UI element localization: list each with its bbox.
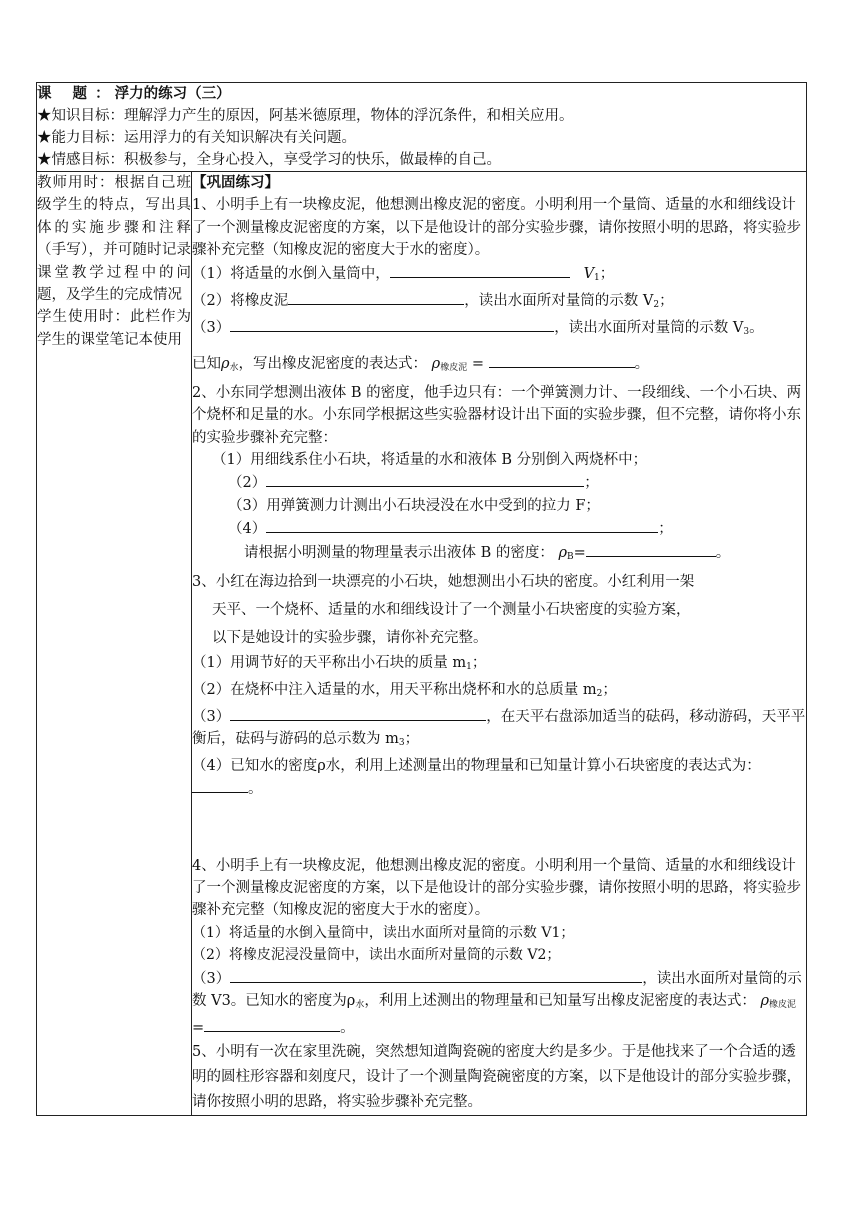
q2-step2-blank[interactable] — [266, 471, 584, 487]
q1-expression: 已知$\rho_水$，写出橡皮泥密度的表达式： $\rho_{橡皮泥}$ = 。 — [192, 350, 806, 382]
q3-intro-2: 天平、一个烧杯、适量的水和细线设计了一个测量小石块密度的实验方案， — [212, 602, 691, 619]
q3-step2: （2）在烧杯中注入适量的水，用天平称出烧杯和水的总质量 $m_2$； — [192, 681, 617, 699]
q2-step1: （1）用细线系住小石块，将适量的水和液体 B 分别倒入两烧杯中； — [212, 452, 648, 469]
lesson-header — [37, 83, 807, 172]
q2-intro: 2、小东同学想测出液体 B 的密度，他手边只有：一个弹簧测力计、一段细线、一个小石块、两个烧杯和足量的水。小东同学根据这些实验器材设计出下面的实验步骤，但不完整，请你将小东的实验步骤补充完整： — [192, 384, 802, 446]
lesson-table — [36, 82, 807, 1116]
q1-intro: 1、小明手上有一块橡皮泥，他想测出橡皮泥的密度。小明利用一个量筒、适量的水和细线设计了一个测量橡皮泥密度的方案，以下是他设计的部分实验步骤，请你按照小明的思路，将实验步骤补充完整（知橡皮泥的密度大于水的密度）。 — [192, 197, 801, 259]
q1-expression-blank[interactable] — [489, 352, 635, 368]
q2-expression: 请根据小明测量的物理量表示出液体 B 的密度： $\rho_B=$ 。 — [192, 541, 806, 568]
student-note: 学生使用时：此栏作为学生的课堂笔记本使用 — [37, 309, 191, 348]
q2-step3: （3）用弹簧测力计测出小石块浸没在水中受到的拉力 F； — [228, 497, 600, 514]
teacher-note: 教师用时：根据自己班级学生的特点，写出具体的实施步骤和注释（手写），并可随时记录课堂教学过程中的问题，及学生的完成情况 — [37, 175, 191, 304]
q3-step4: （4）已知水的密度ρ水，利用上述测量出的物理量和已知量计算小石块密度的表达式为：。 — [192, 757, 761, 798]
q3-step1: （1）用调节好的天平称出小石块的质量 $m_1$； — [192, 655, 487, 673]
q2-expression-blank[interactable] — [586, 541, 716, 557]
exercise-area — [192, 172, 807, 1116]
q3-intro-3: 以下是她设计的实验步骤，请你补充完整。 — [212, 630, 488, 647]
q3-step3-blank[interactable] — [230, 705, 486, 721]
notes-sidebar — [37, 172, 192, 1116]
spacer — [192, 801, 806, 855]
q3-step3: （3） ，在天平右盘添加适当的砝码，移动游码，天平平衡后，砝码与游码的总示数为 $m_3$； — [192, 705, 806, 755]
lesson-title: 浮力的练习（三） — [114, 85, 231, 102]
title-label: 课 题 — [37, 85, 96, 102]
q4-step3-blank[interactable] — [230, 967, 642, 983]
q1-step2: （2）将橡皮泥 ，读出水面所对量筒的示数 $V_2$； — [192, 289, 806, 316]
lesson-title-row — [37, 83, 806, 105]
q1-step2-blank[interactable] — [288, 289, 464, 305]
q1-step3: （3） ，读出水面所对量筒的示数 $V_3$。 — [192, 316, 806, 343]
section-title: 【巩固练习】 — [192, 174, 279, 191]
q4-step2: （2）将橡皮泥浸没量筒中，读出水面所对量筒的示数 V2； — [192, 947, 561, 964]
emotion-objective: ★情感目标：积极参与，全身心投入，享受学习的快乐，做最棒的自己。 — [37, 152, 501, 168]
q3-intro-1: 3、小红在海边拾到一块漂亮的小石块，她想测出小石块的密度。小红利用一架 — [192, 574, 695, 591]
q5-intro: 5、小明有一次在家里洗碗，突然想知道陶瓷碗的密度大约是多少。于是他找来了一个合适的透明的圆柱形容器和刻度尺，设计了一个测量陶瓷碗密度的方案，以下是他设计的部分实验步骤，请你按照小明的思路，将实验步骤补充完整。 — [192, 1043, 801, 1110]
q4-intro: 4、小明手上有一块橡皮泥，他想测出橡皮泥的密度。小明利用一个量筒、适量的水和细线设计了一个测量橡皮泥密度的方案，以下是他设计的部分实验步骤，请你按照小明的思路，将实验步骤补充完整（知橡皮泥的密度大于水的密度）。 — [192, 857, 801, 919]
q2-step4-blank[interactable] — [266, 517, 658, 533]
q4-expression-blank[interactable] — [204, 1016, 340, 1032]
q4-step1: （1）将适量的水倒入量筒中，读出水面所对量筒的示数 V1； — [192, 924, 575, 941]
q4-step3: （3） ，读出水面所对量筒的示数 V3。已知水的密度为$\rho_水$，利用上述测出的物理量和已知量写出橡皮泥密度的表达式： $\rho_{橡皮泥}=$ 。 — [192, 967, 806, 1040]
q2-step2: （2） ； — [192, 471, 806, 494]
knowledge-objective: ★知识目标：理解浮力产生的原因，阿基米德原理，物体的浮沉条件，和相关应用。 — [37, 108, 574, 124]
q1-step3-blank[interactable] — [230, 316, 554, 332]
q1-step1: （1）将适量的水倒入量筒中， $V_1$； — [192, 262, 806, 289]
title-separator: ： — [95, 85, 110, 102]
q1-step1-blank[interactable] — [390, 262, 570, 278]
q2-step4: （4） ； — [192, 517, 806, 540]
q3-step4-blank[interactable] — [192, 777, 248, 793]
ability-objective: ★能力目标：运用浮力的有关知识解决有关问题。 — [37, 130, 356, 146]
